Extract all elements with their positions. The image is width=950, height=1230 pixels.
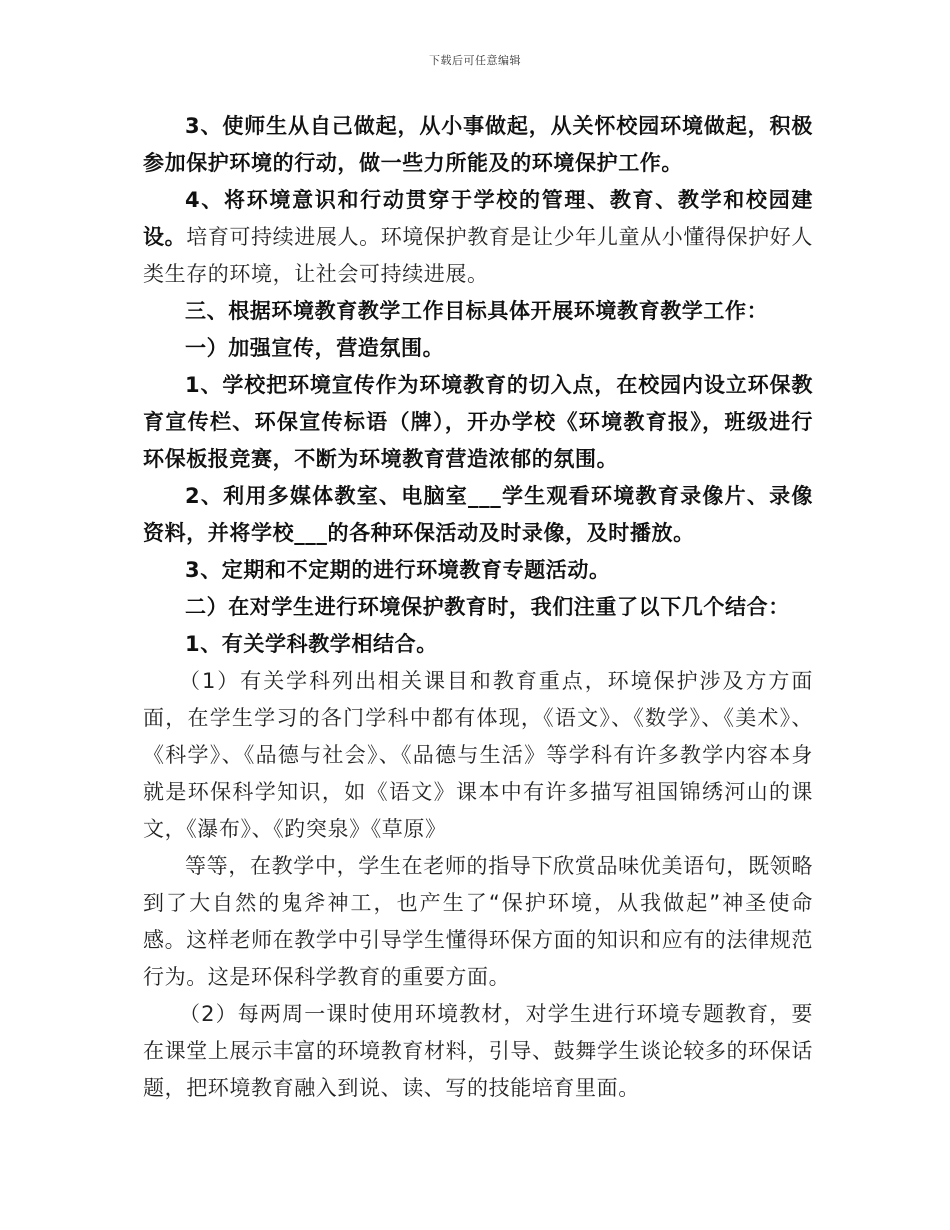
paragraph-1: 3、使师生从自己做起，从小事做起，从关怀校园环境做起，积极参加保护环境的行动，做一些力所能及的环境保护工作。	[143, 114, 813, 175]
subheading-1: 一）加强宣传，营造氛围。	[185, 336, 445, 360]
paragraph-11: 等等，在教学中，学生在老师的指导下欣赏品味优美语句，既领略到了大自然的鬼斧神工，也产生了“保护环境，从我做起”神圣使命感。这样老师在教学中引导学生懂得环保方面的知识和应有的法律规范行为。这是环保科学教育的重要方面。	[143, 854, 813, 989]
section-heading-3: 三、根据环境教育教学工作目标具体开展环境教育教学工作：	[185, 299, 769, 323]
paragraph-5: 1、学校把环境宣传作为环境教育的切入点，在校园内设立环保教育宣传栏、环保宣传标语（牌），开办学校《环境教育报》，班级进行环保板报竞赛，不断为环境教育营造浓郁的氛围。	[143, 373, 813, 471]
paragraph-2	[143, 182, 813, 293]
paragraph-10: （1）有关学科列出相关课目和教育重点，环境保护涉及方方面面，在学生学习的各门学科中都有体现，《语文》、《数学》、《美术》、《科学》、《品德与社会》、《品德与生活》等学科有许多教学内容本身就是环保科学知识，如《语文》课本中有许多描写祖国锦绣河山的课文，《瀑布》、《趵突泉》《草原》	[143, 669, 813, 841]
paragraph-6: 2、利用多媒体教室、电脑室___学生观看环境教育录像片、录像资料，并将学校___的各种环保活动及时录像，及时播放。	[143, 484, 813, 545]
paragraph-12: （2）每两周一课时使用环境教材，对学生进行环境专题教育，要在课堂上展示丰富的环境教育材料，引导、鼓舞学生谈论较多的环保话题，把环境教育融入到说、读、写的技能培育里面。	[143, 1002, 813, 1100]
page-header: 下载后可任意编辑	[429, 54, 521, 67]
paragraph-9: 1、有关学科教学相结合。	[185, 632, 438, 656]
subheading-2: 二）在对学生进行环境保护教育时，我们注重了以下几个结合：	[185, 595, 790, 619]
paragraph-7: 3、定期和不定期的进行环境教育专题活动。	[185, 558, 611, 582]
paragraph-2-normal-text: 培育可持续进展人。环境保护教育是让少年儿童从小懂得保护好人类生存的环境，让社会可持续进展。	[143, 225, 813, 286]
paragraph-2-bold-text: 4、将环境意识和行动贯穿于学校的管理、教育、教学和校园建设。	[143, 188, 813, 249]
